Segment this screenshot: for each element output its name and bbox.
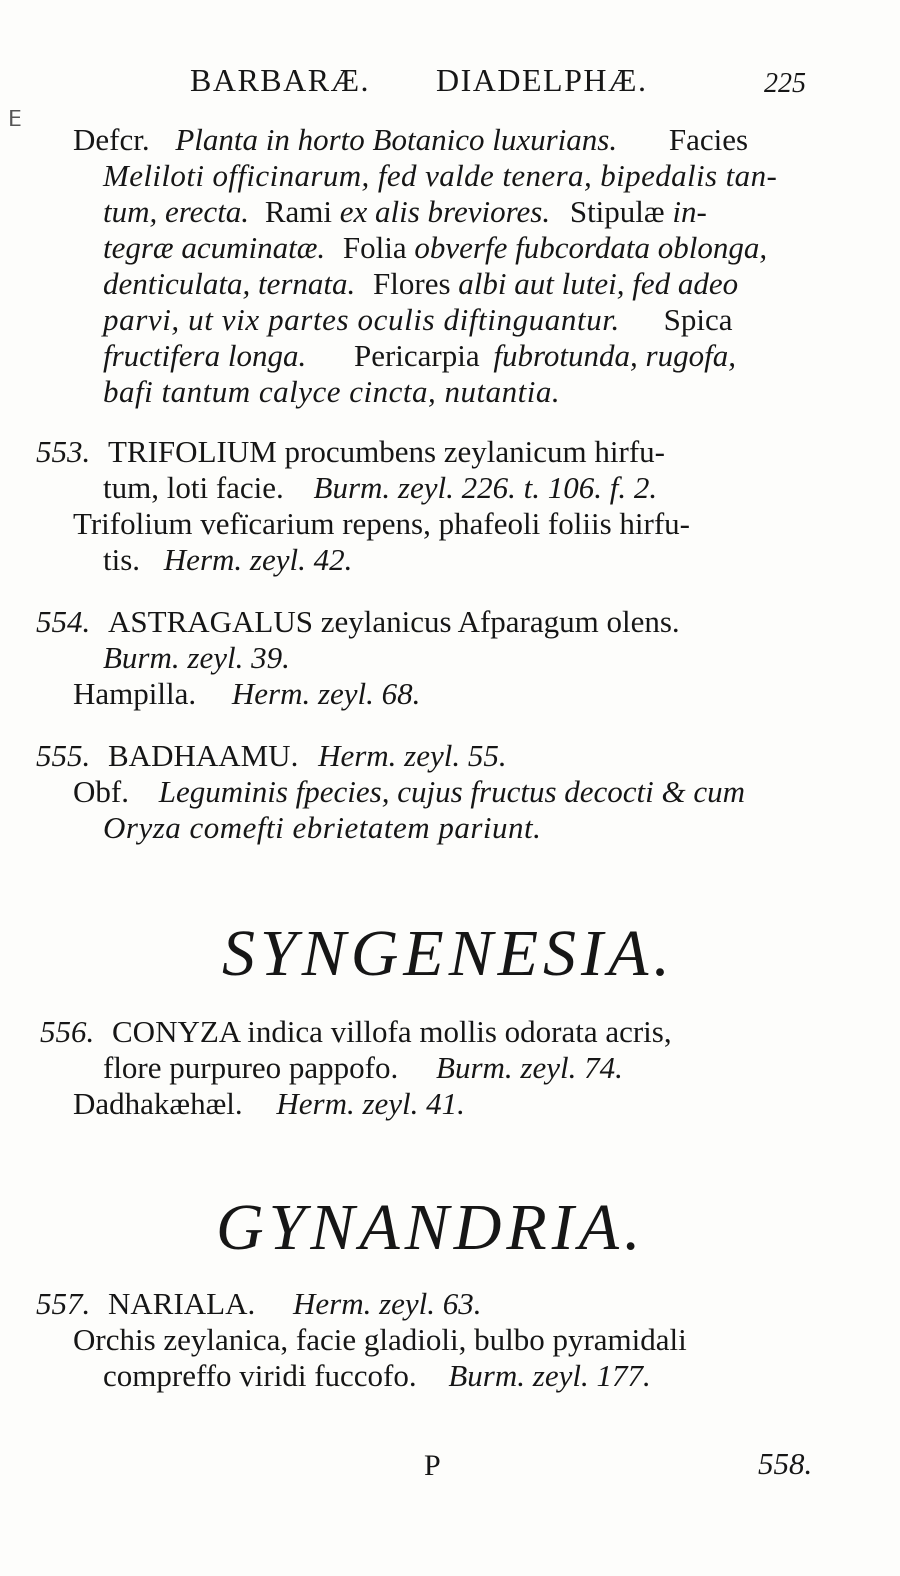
signature-mark: P	[424, 1449, 441, 1482]
entry-554-line-1: 554. ASTRAGALUS zeylanicus Afparagum olens.	[36, 604, 680, 639]
descr-line-5: denticulata, ternata. Flores albi aut lutei, fed adeo	[103, 266, 739, 301]
entry-556-line-1: 556. CONYZA indica villofa mollis odorata acris,	[40, 1014, 672, 1049]
entry-number: 553.	[36, 434, 91, 469]
entry-number: 557.	[36, 1286, 91, 1321]
section-heading-syngenesia: SYNGENESIA.	[222, 917, 675, 990]
catchword: 558.	[758, 1446, 813, 1481]
entry-553-line-4: tis. Herm. zeyl. 42.	[103, 542, 353, 577]
entry-number: 554.	[36, 604, 91, 639]
entry-553-line-3: Trifolium vefïcarium repens, phafeoli foliis hirfu-	[73, 506, 690, 541]
entry-555-line-1: 555. BADHAAMU. Herm. zeyl. 55.	[36, 738, 507, 773]
entry-554-line-2: Burm. zeyl. 39.	[103, 640, 290, 675]
section-heading-gynandria: GYNANDRIA.	[216, 1191, 646, 1264]
entry-556-line-3: Dadhakæhæl. Herm. zeyl. 41.	[73, 1086, 465, 1121]
descr-line-8: bafi tantum calyce cincta, nutantia.	[103, 374, 561, 409]
descr-line-7: fructifera longa. Pericarpia fubrotunda, rugofa,	[103, 338, 736, 373]
entry-553-line-1: 553. TRIFOLIUM procumbens zeylanicum hirfu-	[36, 434, 666, 469]
entry-555-line-3: Oryza comefti ebrietatem pariunt.	[103, 810, 542, 845]
entry-555-line-2: Obf. Leguminis fpecies, cujus fructus decocti & cum	[73, 774, 746, 809]
entry-557-line-1: 557. NARIALA. Herm. zeyl. 63.	[36, 1286, 482, 1321]
running-head-right: DIADELPHÆ.	[436, 62, 648, 98]
descr-line-3: tum, erecta. Rami ex alis breviores. Stipulæ in-	[103, 194, 707, 229]
page-number: 225	[764, 68, 806, 99]
descr-line-1: Defcr. Planta in horto Botanico luxurians. Facies	[73, 122, 749, 157]
descr-line-2: Meliloti officinarum, fed valde tenera, bipedalis tan-	[103, 158, 778, 193]
running-head-left: BARBARÆ.	[190, 62, 371, 98]
entry-556-line-2: flore purpureo pappofo. Burm. zeyl. 74.	[103, 1050, 623, 1085]
descr-line-4: tegræ acuminatæ. Folia obverfe fubcordata oblonga,	[103, 230, 768, 265]
entry-number: 555.	[36, 738, 91, 773]
entry-553-line-2: tum, loti facie. Burm. zeyl. 226. t. 106. f. 2.	[103, 470, 658, 505]
margin-mark: ⴹ	[8, 106, 22, 131]
entry-number: 556.	[40, 1014, 95, 1049]
descr-line-6: parvi, ut vix partes oculis diftinguantur. Spica	[103, 302, 733, 337]
entry-554-line-3: Hampilla. Herm. zeyl. 68.	[73, 676, 421, 711]
entry-557-line-3: compreffo viridi fuccofo. Burm. zeyl. 177.	[103, 1358, 651, 1393]
entry-557-line-2: Orchis zeylanica, facie gladioli, bulbo pyramidali	[73, 1322, 687, 1357]
